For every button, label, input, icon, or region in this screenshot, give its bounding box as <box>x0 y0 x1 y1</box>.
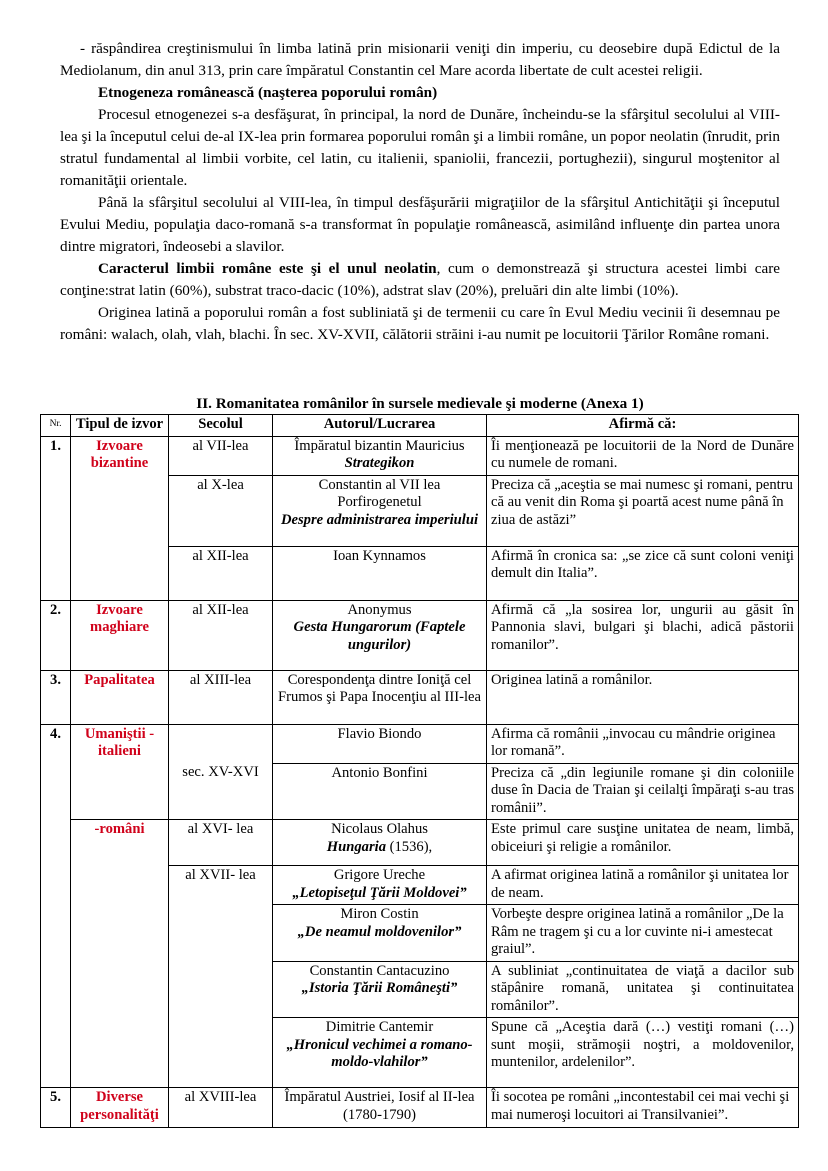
author-cell: Grigore Ureche „Letopiseţul Ţării Moldovei” <box>273 866 487 905</box>
table-row <box>41 961 799 1018</box>
source-type: Umaniştii -italieni <box>71 724 169 763</box>
author-cell: Constantin Cantacuzino „Istoria Ţării Româneşti” <box>273 961 487 1018</box>
table-row <box>41 670 799 724</box>
table-row <box>41 1018 799 1088</box>
intro-text <box>60 38 780 346</box>
table-row <box>41 724 799 763</box>
claim-cell: Preciza că „aceştia se mai numesc şi romani, pentru că au venit din Roma şi poartă acest nume până în ziua de astăzi” <box>487 475 799 546</box>
paragraph-origine: Originea latină a poporului român a fost subliniată şi de termenii cu care în Evul Mediu vecinii îi desemnau pe români: walach, olah, vlah, blachi. În sec. XV-XVII, călătorii străini i-au numit pe locuitorii Ţărilor Române romani. <box>60 304 780 343</box>
claim-cell: Afirmă în cronica sa: „se zice că sunt coloni veniţi demult din Italia”. <box>487 546 799 600</box>
source-type: Izvoare maghiare <box>71 600 169 670</box>
section-heading: Etnogeneza românească (naşterea poporului român) <box>98 84 438 101</box>
paragraph-etnogeneza: Procesul etnogenezei s-a desfăşurat, în principal, la nord de Dunăre, încheindu-se la sfârşitul secolului al VIII-lea şi la începutul celui de-al IX-lea prin formarea poporului român şi a limbii române, un popor neolatin (înrudit, prin stratul fundamental al limbii vorbite, cel latin, cu italienii, spaniolii, francezii, portughezii), singurul moştenitor al romanităţii orientale. <box>60 106 780 189</box>
header-nr: Nr. <box>41 415 71 437</box>
paragraph-limba-bold: Caracterul limbii române este şi el unul neolatin <box>98 260 437 277</box>
author-cell: Constantin al VII lea Porfirogenetul Despre administrarea imperiului <box>273 475 487 546</box>
claim-cell: Preciza că „din legiunile romane şi din coloniile duse în Dacia de Traian şi ceilalţi împăraţi s-au tras românii”. <box>487 763 799 820</box>
century-cell: al XII-lea <box>169 600 273 670</box>
author-cell: Flavio Biondo <box>273 724 487 763</box>
table-header-row <box>41 415 799 437</box>
table-row <box>41 1088 799 1128</box>
table-title: II. Romanitatea românilor în sursele medievale şi moderne (Anexa 1) <box>196 395 644 412</box>
claim-cell: Originea latină a românilor. <box>487 670 799 724</box>
row-number: 2. <box>41 600 71 670</box>
claim-cell: A afirmat originea latină a românilor şi unitatea lor de neam. <box>487 866 799 905</box>
header-century: Secolul <box>169 415 273 437</box>
century-cell: al XIII-lea <box>169 670 273 724</box>
header-author: Autorul/Lucrarea <box>273 415 487 437</box>
header-claim: Afirmă că: <box>487 415 799 437</box>
header-type: Tipul de izvor <box>71 415 169 437</box>
source-type: Papalitatea <box>71 670 169 724</box>
table-row <box>41 905 799 962</box>
author-cell: Împăratul bizantin Mauricius Strategikon <box>273 436 487 475</box>
century-cell: sec. XV-XVI <box>169 763 273 820</box>
sources-table <box>40 414 799 1128</box>
row-number: 3. <box>41 670 71 724</box>
table-row <box>41 763 799 820</box>
author-cell: Dimitrie Cantemir „Hronicul vechimei a romano-moldo-vlahilor” <box>273 1018 487 1088</box>
source-type: Diverse personalităţi <box>71 1088 169 1128</box>
claim-cell: Spune că „Aceştia dară (…) vestiţi romani (…) sunt moşii, strămoşii noştri, a moldovenilor, muntenilor, ardelenilor”. <box>487 1018 799 1088</box>
paragraph-limba <box>60 258 780 302</box>
author-cell: Corespondenţa dintre Ioniţă cel Frumos şi Papa Inocenţiu al III-lea <box>273 670 487 724</box>
century-cell: al XVI- lea <box>169 820 273 866</box>
table-row <box>41 600 799 670</box>
paragraph-limba-rest: , cum o demonstrează şi structura acestei limbi care conţine:strat latin (60%), substrat traco-dacic (10%), adstrat slav (20%), preluări din alte limbi (10%). <box>60 260 780 299</box>
author-cell: Ioan Kynnamos <box>273 546 487 600</box>
claim-cell: Vorbeşte despre originea latină a românilor „De la Râm ne tragem şi cu a lor cuvinte ni-i amestecat graiul”. <box>487 905 799 962</box>
source-type: Izvoare bizantine <box>71 436 169 475</box>
table-row <box>41 436 799 475</box>
claim-cell: Îi menţionează pe locuitorii de la Nord de Dunăre cu numele de romani. <box>487 436 799 475</box>
paragraph-migratii: Până la sfârşitul secolului al VIII-lea, în timpul desfăşurării migraţiilor de la sfârşitul Antichităţii şi începutul Evului Mediu, populaţia daco-romană s-a transformat în populaţie românească, asimilând influenţe din partea unora dintre migratori, îndeosebi a slavilor. <box>60 194 780 255</box>
claim-cell: Afirmă că „la sosirea lor, ungurii au găsit în Pannonia slavi, bulgari şi blachi, adică păstorii romanilor”. <box>487 600 799 670</box>
century-cell: al XII-lea <box>169 546 273 600</box>
author-cell: Nicolaus Olahus Hungaria (1536), <box>273 820 487 866</box>
table-row <box>41 546 799 600</box>
claim-cell: Este primul care susţine unitatea de neam, limbă, obiceiuri şi religie a românilor. <box>487 820 799 866</box>
claim-cell: Îi socotea pe români „incontestabil cei mai vechi şi mai numeroşi locuitori ai Transilvaniei”. <box>487 1088 799 1128</box>
author-cell: Miron Costin „De neamul moldovenilor” <box>273 905 487 962</box>
row-number: 1. <box>41 436 71 475</box>
table-row <box>41 820 799 866</box>
bullet-paragraph: - răspândirea creştinismului în limba latină prin misionarii veniţi din imperiu, cu deosebire după Edictul de la Mediolanum, din anul 313, prin care împăratul Constantin cel Mare acorda libertate de cult acestei religii. <box>60 40 780 79</box>
row-number: 4. <box>41 724 71 763</box>
table-row <box>41 866 799 905</box>
claim-cell: A subliniat „continuitatea de viaţă a dacilor sub stăpânire romană, unitatea şi continuitatea românilor”. <box>487 961 799 1018</box>
century-cell: al XVIII-lea <box>169 1088 273 1128</box>
century-cell: al XVII- lea <box>169 866 273 905</box>
century-cell: al X-lea <box>169 475 273 546</box>
table-row <box>41 475 799 546</box>
author-cell: Anonymus Gesta Hungarorum (Faptele ungurilor) <box>273 600 487 670</box>
source-type: -români <box>71 820 169 866</box>
author-cell: Antonio Bonfini <box>273 763 487 820</box>
claim-cell: Afirma că românii „invocau cu mândrie originea lor romană”. <box>487 724 799 763</box>
row-number: 5. <box>41 1088 71 1128</box>
author-cell: Împăratul Austriei, Iosif al II-lea (1780-1790) <box>273 1088 487 1128</box>
century-cell: al VII-lea <box>169 436 273 475</box>
